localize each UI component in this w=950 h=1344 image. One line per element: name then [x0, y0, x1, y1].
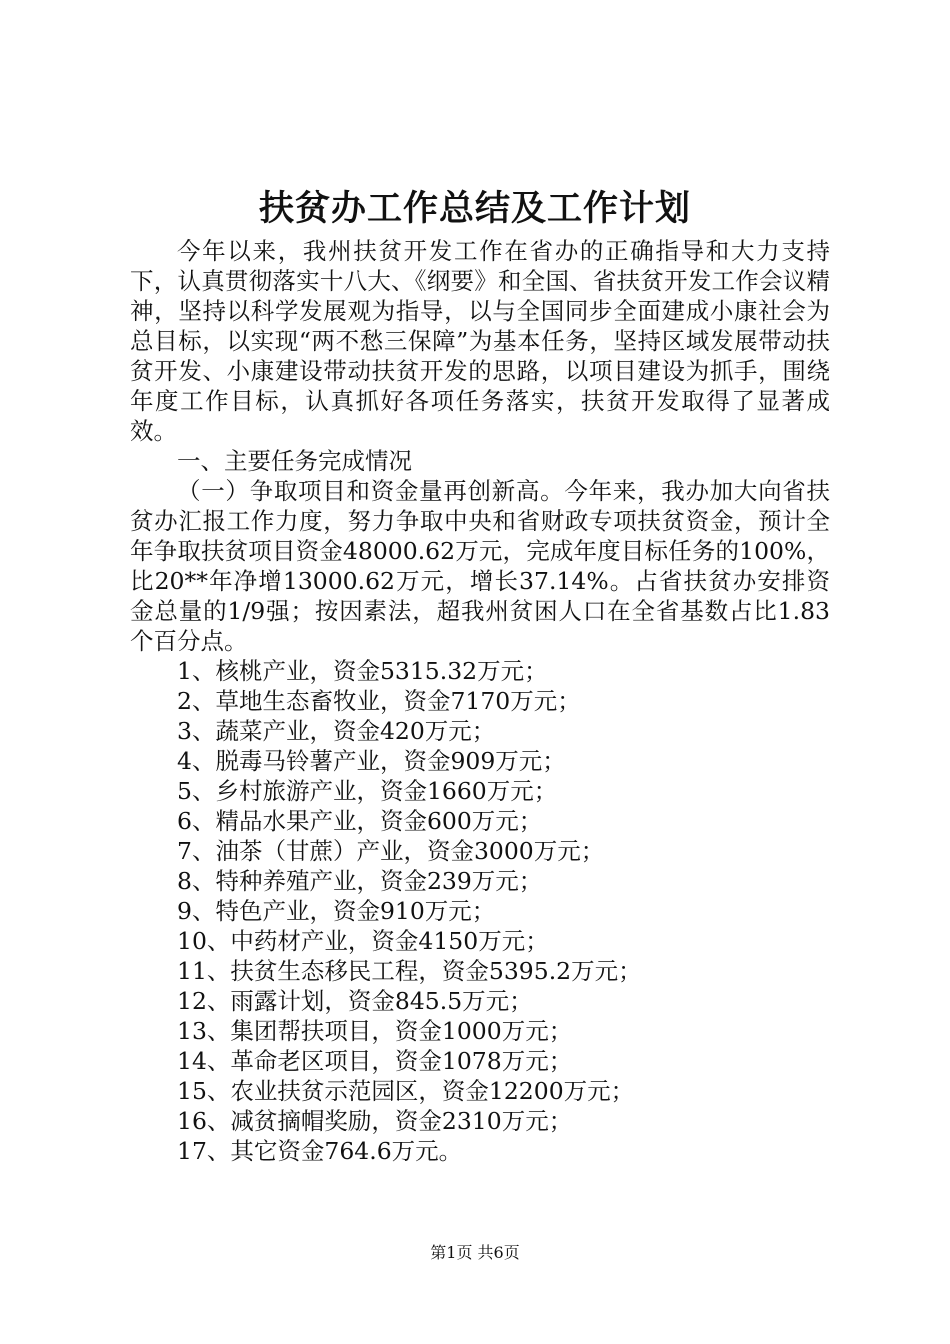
list-item: 6、精品水果产业，资金600万元；	[177, 807, 543, 835]
document-body	[130, 236, 830, 1166]
funding-item-list	[130, 656, 830, 1166]
list-item: 16、减贫摘帽奖励，资金2310万元；	[177, 1107, 573, 1135]
list-item: 17、其它资金764.6万元。	[177, 1137, 463, 1165]
list-item: 12、雨露计划，资金845.5万元；	[177, 987, 533, 1015]
list-item: 4、脱毒马铃薯产业，资金909万元；	[177, 747, 566, 775]
section-heading: 一、主要任务完成情况	[177, 447, 412, 475]
list-item: 5、乡村旅游产业，资金1660万元；	[177, 777, 558, 805]
list-item: 10、中药材产业，资金4150万元；	[177, 927, 549, 955]
list-item: 13、集团帮扶项目，资金1000万元；	[177, 1017, 573, 1045]
list-item: 3、蔬菜产业，资金420万元；	[177, 717, 496, 745]
intro-paragraph: 今年以来，我州扶贫开发工作在省办的正确指导和大力支持下，认真贯彻落实十八大、《纲要》和全国、省扶贫开发工作会议精神，坚持以科学发展观为指导，以与全国同步全面建成小康社会为总目标，以实现“两不愁三保障”为基本任务，坚持区域发展带动扶贫开发、小康建设带动扶贫开发的思路，以项目建设为抓手，围绕年度工作目标，认真抓好各项任务落实，扶贫开发取得了显著成效。	[130, 237, 830, 445]
list-item: 9、特色产业，资金910万元；	[177, 897, 496, 925]
subsection-paragraph: （一）争取项目和资金量再创新高。今年来，我办加大向省扶贫办汇报工作力度，努力争取中央和省财政专项扶贫资金，预计全年争取扶贫项目资金48000.62万元，完成年度目标任务的100%，比20**年净增13000.62万元，增长37.14%。占省扶贫办安排资金总量的1/9强；按因素法，超我州贫困人口在全省基数占比1.83个百分点。	[130, 477, 830, 655]
document-title: 扶贫办工作总结及工作计划	[258, 188, 691, 229]
page-footer: 第1页 共6页	[430, 1243, 520, 1262]
list-item: 8、特种养殖产业，资金239万元；	[177, 867, 543, 895]
list-item: 11、扶贫生态移民工程，资金5395.2万元；	[177, 957, 642, 985]
list-item: 15、农业扶贫示范园区，资金12200万元；	[177, 1077, 635, 1105]
list-item: 2、草地生态畜牧业，资金7170万元；	[177, 687, 581, 715]
list-item: 1、核桃产业，资金5315.32万元；	[177, 657, 548, 685]
list-item: 14、革命老区项目，资金1078万元；	[177, 1047, 573, 1075]
list-item: 7、油茶（甘蔗）产业，资金3000万元；	[177, 837, 605, 865]
